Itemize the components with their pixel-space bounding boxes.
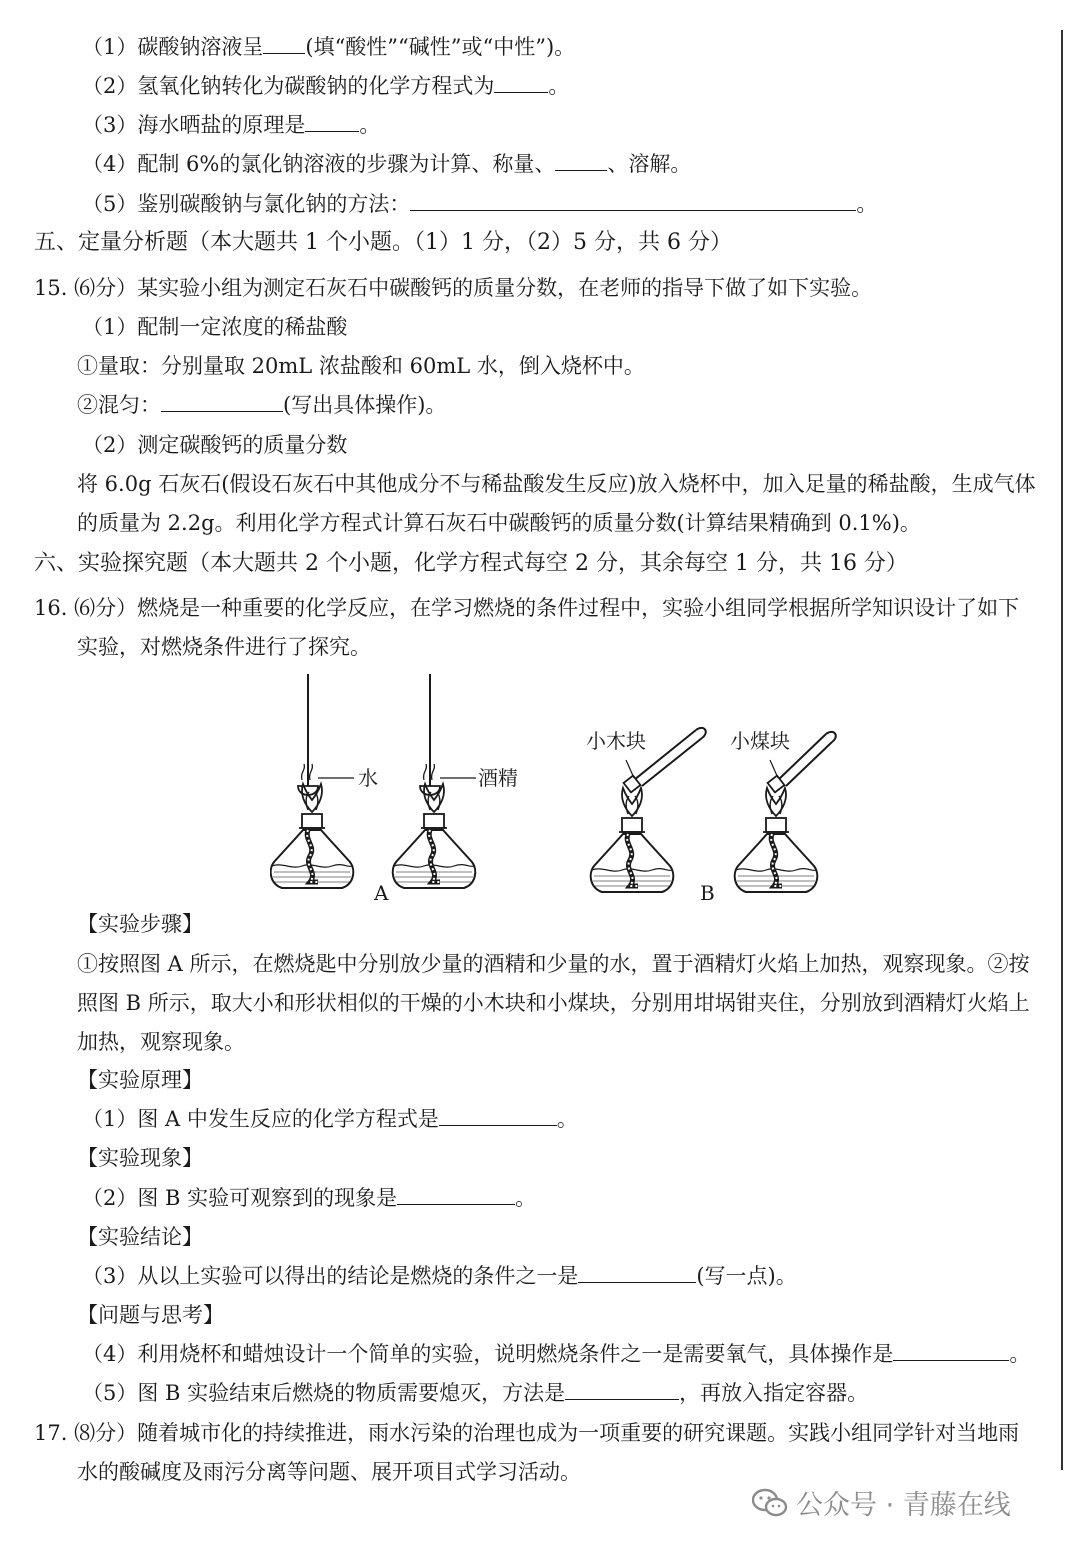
q15-part-2: （2）测定碳酸钙的质量分数 <box>82 433 348 457</box>
answer-blank[interactable] <box>305 111 359 132</box>
answer-blank[interactable] <box>161 391 283 412</box>
wechat-icon <box>752 1488 788 1525</box>
watermark-text: 公众号 · 青藤在线 <box>796 1490 1011 1521</box>
answer-blank[interactable] <box>397 1184 515 1205</box>
q16-item-2: （2）图 B 实验可观察到的现象是 。 <box>82 1186 537 1210</box>
caption-a: A <box>374 881 389 905</box>
combustion-experiment-figure <box>270 668 850 908</box>
steps-line-3: 加热，观察现象。 <box>77 1030 245 1054</box>
heading-phenomenon: 【实验现象】 <box>77 1146 203 1170</box>
label-water: 水 <box>358 766 378 790</box>
q15-part-1: （1）配制一定浓度的稀盐酸 <box>82 315 348 339</box>
answer-blank[interactable] <box>494 72 548 93</box>
q17-stem-line-1: 17. ⑻分）随着城市化的持续推进，雨水污染的治理也成为一项重要的研究课题。实践小组同学针对当地雨 <box>34 1421 1020 1445</box>
heading-principle: 【实验原理】 <box>77 1068 203 1092</box>
q15-step-1: ①量取：分别量取 20mL 浓盐酸和 60mL 水，倒入烧杯中。 <box>77 354 645 378</box>
q15-stem: 15. ⑹分）某实验小组为测定石灰石中碳酸钙的质量分数，在老师的指导下做了如下实验。 <box>34 276 873 300</box>
answer-blank[interactable] <box>565 1379 679 1400</box>
steps-line-2: 照图 B 所示，取大小和形状相似的干燥的小木块和小煤块，分别用坩埚钳夹住，分别放到酒精灯火焰上 <box>77 991 1030 1015</box>
label-wood: 小木块 <box>586 729 646 753</box>
q14-item-3: （3）海水晒盐的原理是 。 <box>82 113 381 137</box>
q14-item-4: （4）配制 6%的氯化钠溶液的步骤为计算、称量、 、溶解。 <box>82 152 692 176</box>
answer-blank[interactable] <box>578 1262 696 1283</box>
q17-stem-line-2: 水的酸碱度及雨污分离等问题、展开项目式学习活动。 <box>77 1460 581 1484</box>
q16-item-5: （5）图 B 实验结束后燃烧的物质需要熄灭，方法是 ，再放入指定容器。 <box>82 1381 869 1405</box>
page-border-rule <box>1061 30 1063 1470</box>
q14-item-2: （2）氢氧化钠转化为碳酸钠的化学方程式为 。 <box>82 74 570 98</box>
q15-step-2: ②混匀： (写出具体操作)。 <box>77 393 447 417</box>
q15-body-line-2: 的质量为 2.2g。利用化学方程式计算石灰石中碳酸钙的质量分数(计算结果精确到 0.1%)。 <box>77 511 921 535</box>
answer-blank[interactable] <box>410 190 856 211</box>
q14-item-1: （1）碳酸钠溶液呈 (填“酸性”“碱性”或“中性”)。 <box>82 35 576 59</box>
watermark <box>752 1483 1011 1525</box>
steps-line-1: ①按照图 A 所示，在燃烧匙中分别放少量的酒精和少量的水，置于酒精灯火焰上加热，观察现象。②按 <box>77 952 1030 976</box>
section-6-title: 六、实验探究题（本大题共 2 个小题，化学方程式每空 2 分，其余每空 1 分，共 16 分） <box>34 551 908 576</box>
q14-item-5: （5）鉴别碳酸钠与氯化钠的方法： 。 <box>82 192 878 216</box>
label-alcohol: 酒精 <box>478 766 518 790</box>
heading-thinking: 【问题与思考】 <box>77 1303 224 1327</box>
caption-b: B <box>700 881 715 905</box>
q16-item-1: （1）图 A 中发生反应的化学方程式是 。 <box>82 1107 578 1131</box>
answer-blank[interactable] <box>263 33 305 54</box>
q16-stem-line-2: 实验，对燃烧条件进行了探究。 <box>77 635 371 659</box>
heading-conclusion: 【实验结论】 <box>77 1225 203 1249</box>
heading-steps: 【实验步骤】 <box>77 912 203 936</box>
q15-body-line-1: 将 6.0g 石灰石(假设石灰石中其他成分不与稀盐酸发生反应)放入烧杯中，加入足量的稀盐酸，生成气体 <box>77 472 1036 496</box>
q16-item-3: （3）从以上实验可以得出的结论是燃烧的条件之一是 (写一点)。 <box>82 1264 797 1288</box>
q16-stem-line-1: 16. ⑹分）燃烧是一种重要的化学反应，在学习燃烧的条件过程中，实验小组同学根据所学知识设计了如下 <box>34 596 1020 620</box>
answer-blank[interactable] <box>893 1340 1009 1361</box>
label-coal: 小煤块 <box>730 729 790 753</box>
section-5-title: 五、定量分析题（本大题共 1 个小题。（1）1 分，（2）5 分，共 6 分） <box>34 230 732 255</box>
answer-blank[interactable] <box>555 150 607 171</box>
q16-item-4: （4）利用烧杯和蜡烛设计一个简单的实验，说明燃烧条件之一是需要氧气，具体操作是 。 <box>82 1342 1031 1366</box>
answer-blank[interactable] <box>439 1105 557 1126</box>
